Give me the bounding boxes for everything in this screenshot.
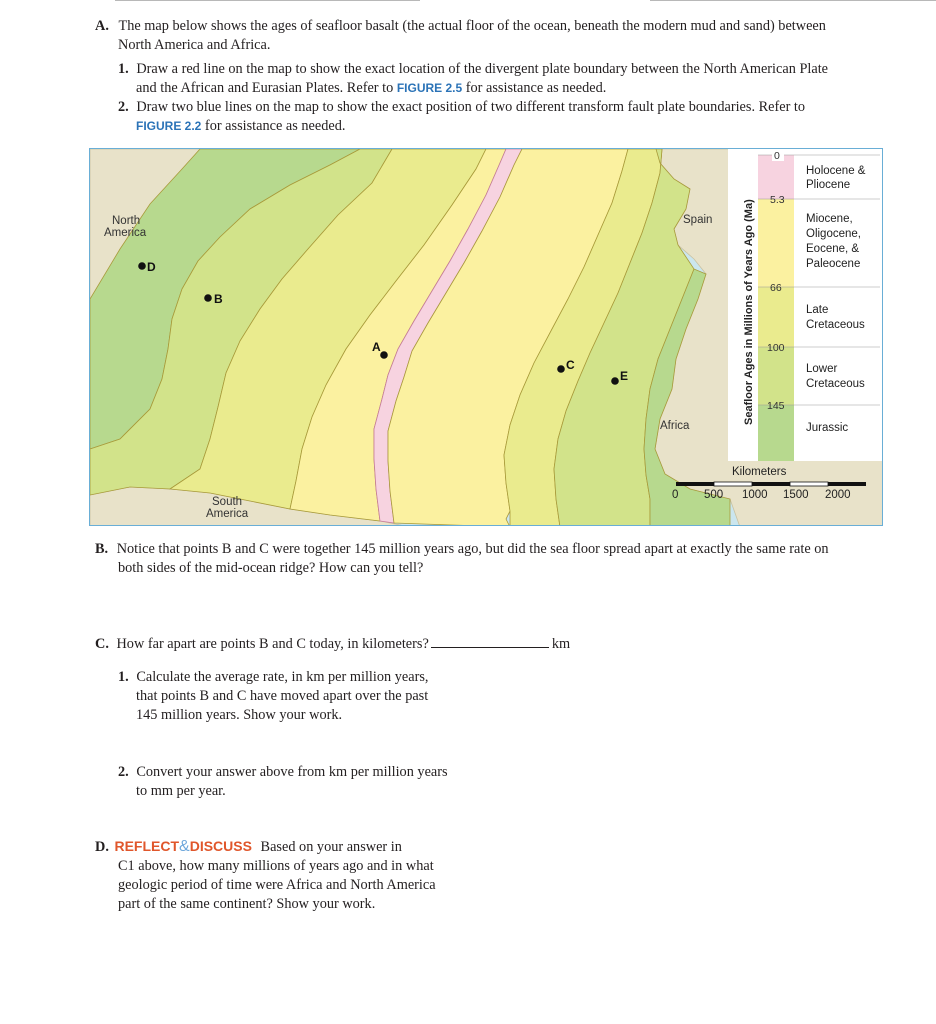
point-d-label: D [147,260,156,274]
section-a-intro [95,17,895,55]
discuss-heading: DISCUSS [189,838,252,854]
question-c2-text-2: to mm per year. [136,783,226,799]
legend-entry-holocene: Holocene & [806,165,866,177]
question-a1-number: 1. [118,61,129,77]
scale-segment-2 [714,482,752,486]
legend-swatch-late-cretaceous [758,287,794,347]
scale-segment-3 [752,482,790,486]
section-c-label: C. [95,636,109,652]
legend-swatch-jurassic [758,405,794,461]
scale-title: Kilometers [732,466,787,478]
section-d-text-4: part of the same continent? Show your work. [118,896,376,912]
question-a2-text-2: for assistance as needed. [201,118,346,134]
top-rule-left [115,0,420,1]
legend-entry-eocene: Eocene, & [806,243,860,255]
question-a1 [118,60,898,98]
figure-2-2-link[interactable]: FIGURE 2.2 [136,119,202,133]
question-a2-text-1: Draw two blue lines on the map to show the exact position of two different transform fault plate boundaries. Refer to [136,99,806,115]
section-b-text-1: Notice that points B and C were together 145 million years ago, but did the sea floor spread apart at exactly the same rate on [116,541,829,557]
scale-tick-1500: 1500 [783,489,809,501]
scale-segment-4 [790,482,828,486]
seafloor-age-map [89,148,883,526]
legend-swatch-lower-cretaceous [758,347,794,405]
label-south-america-line1: South [212,496,243,508]
legend-tick-66: 66 [770,282,782,294]
figure-2-5-link[interactable]: FIGURE 2.5 [396,81,463,95]
legend-entry-paleocene: Paleocene [806,258,861,270]
scale-segment-1 [676,482,714,486]
question-a1-text-2: and the African and Eurasian Plates. Refer to [136,80,397,96]
legend-tick-0: 0 [774,150,780,162]
legend-entry-oligocene: Oligocene, [806,228,861,240]
scale-tick-500: 500 [704,489,724,501]
label-north-america-line2: America [104,227,147,239]
question-a1-text-1: Draw a red line on the map to show the exact location of the divergent plate boundary between the North American Plate [136,61,829,77]
question-c2-text-1: Convert your answer above from km per million years [136,764,448,780]
section-c [95,634,695,654]
question-a1-text-3: for assistance as needed. [462,80,607,96]
legend-entry-late-cretaceous: Cretaceous [806,319,865,331]
section-a-text-1: The map below shows the ages of seafloor basalt (the actual floor of the ocean, beneath the modern mud and sand) between [118,18,826,34]
question-c1-text-1: Calculate the average rate, in km per million years, [136,669,429,685]
section-d-text-2: C1 above, how many millions of years ago and in what [118,858,434,874]
legend-entry-jurassic: Jurassic [806,422,849,434]
section-b [95,540,895,578]
legend-tick-5-3: 5.3 [770,194,785,206]
section-b-label: B. [95,541,109,557]
ampersand-heading: & [179,838,190,855]
label-south-america-line2: America [206,508,249,520]
legend-entry-lower-cretaceous: Cretaceous [806,378,865,390]
question-c1-text-2: that points B and C have moved apart over the past [136,688,429,704]
distance-answer-blank[interactable] [431,634,549,648]
label-north-america-line1: North [112,215,141,227]
section-b-text-2: both sides of the mid-ocean ridge? How can you tell? [118,560,424,576]
legend-axis-title: Seafloor Ages in Millions of Years Ago (Ma) [743,199,755,425]
legend-swatch-miocene-paleocene [758,199,794,287]
section-d-text-1: Based on your answer in [260,839,402,855]
point-a-label: A [372,340,381,354]
legend-entry-late: Late [806,304,829,316]
section-d-text-3: geologic period of time were Africa and North America [118,877,436,893]
question-c1-text-3: 145 million years. Show your work. [136,707,343,723]
section-c-unit: km [551,636,571,652]
question-c1 [118,668,518,725]
legend-tick-100: 100 [767,342,785,354]
section-d-label: D. [95,839,109,855]
question-a2 [118,98,898,136]
scale-tick-1000: 1000 [742,489,768,501]
point-b-label: B [214,292,223,306]
section-d [95,837,495,914]
label-africa: Africa [660,420,690,432]
legend-entry-pliocene: Pliocene [806,179,851,191]
top-rule-right [650,0,936,1]
section-c-question: How far apart are points B and C today, in kilometers? [116,636,429,652]
question-c2 [118,763,518,801]
section-a-text-2: North America and Africa. [118,37,271,53]
age-legend [728,149,883,461]
question-a2-number: 2. [118,99,129,115]
legend-entry-lower: Lower [806,363,838,375]
scale-tick-2000: 2000 [825,489,851,501]
legend-entry-miocene: Miocene, [806,213,853,225]
question-c2-number: 2. [118,764,129,780]
point-e-label: E [620,369,629,383]
legend-tick-145: 145 [767,400,785,412]
scale-segment-5 [828,482,866,486]
label-spain: Spain [683,214,713,226]
reflect-heading: REFLECT [114,838,180,854]
question-c1-number: 1. [118,669,129,685]
scale-tick-0: 0 [672,489,679,501]
point-c-label: C [566,358,575,372]
section-a-label: A. [95,18,109,34]
